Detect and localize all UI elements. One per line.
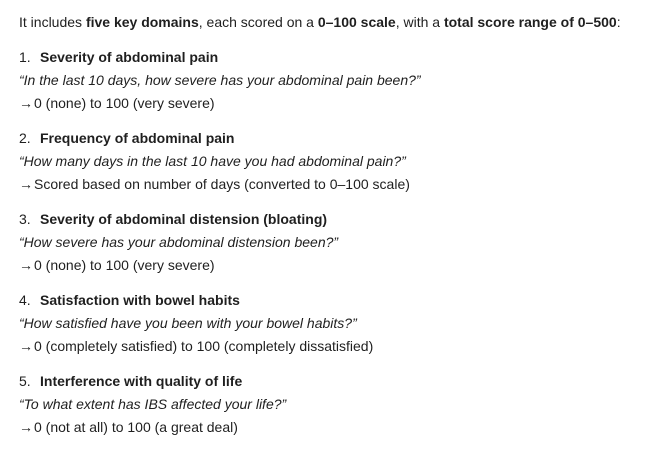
domain-number: 4. (19, 292, 31, 308)
intro-middle2: , with a (395, 14, 444, 30)
intro-paragraph (19, 11, 640, 34)
domain-item-3 (19, 208, 640, 277)
domain-title (19, 208, 640, 231)
domain-title-text: Interference with quality of life (40, 373, 243, 389)
domain-question: “How severe has your abdominal distension been?” (19, 234, 339, 250)
domain-number: 1. (19, 49, 31, 65)
domain-title (19, 127, 640, 150)
domain-scale (19, 254, 640, 277)
domain-scale (19, 416, 640, 439)
domain-title-text: Frequency of abdominal pain (40, 130, 235, 146)
domain-title-text: Severity of abdominal pain (40, 49, 219, 65)
domain-title-text: Severity of abdominal distension (bloating) (40, 211, 328, 227)
intro-bold-total: total score range of 0–500 (443, 14, 617, 30)
domain-item-2 (19, 127, 640, 196)
domain-scale (19, 335, 640, 358)
domain-item-4 (19, 289, 640, 358)
domain-question: “How satisfied have you been with your bowel habits?” (19, 315, 357, 331)
domain-item-5 (19, 370, 640, 439)
domain-question: “To what extent has IBS affected your life?” (19, 396, 287, 412)
domain-item-1 (19, 46, 640, 115)
arrow-right-icon: → (19, 257, 33, 273)
domain-scale-text: 0 (not at all) to 100 (a great deal) (34, 419, 238, 435)
domain-scale-text: 0 (none) to 100 (very severe) (34, 257, 215, 273)
domain-scale-text: 0 (completely satisfied) to 100 (completely dissatisfied) (34, 338, 374, 354)
domain-number: 5. (19, 373, 31, 389)
domain-title-text: Satisfaction with bowel habits (40, 292, 240, 308)
arrow-right-icon: → (19, 338, 33, 354)
arrow-right-icon: → (19, 95, 33, 111)
intro-bold-scale: 0–100 scale (317, 14, 396, 30)
domain-title (19, 289, 640, 312)
domain-question: “How many days in the last 10 have you had abdominal pain?” (19, 153, 406, 169)
domain-scale-text: 0 (none) to 100 (very severe) (34, 95, 215, 111)
domain-title (19, 46, 640, 69)
domain-number: 3. (19, 211, 31, 227)
domain-scale (19, 173, 640, 196)
domain-scale (19, 92, 640, 115)
intro-bold-domains: five key domains (85, 14, 199, 30)
intro-prefix: It includes (19, 14, 86, 30)
domain-question: “In the last 10 days, how severe has your abdominal pain been?” (19, 72, 421, 88)
arrow-right-icon: → (19, 419, 33, 435)
domain-scale-text: Scored based on number of days (converted to 0–100 scale) (34, 176, 410, 192)
intro-middle: , each scored on a (198, 14, 318, 30)
intro-suffix: : (616, 14, 621, 30)
arrow-right-icon: → (19, 176, 33, 192)
domain-title (19, 370, 640, 393)
domain-number: 2. (19, 130, 31, 146)
